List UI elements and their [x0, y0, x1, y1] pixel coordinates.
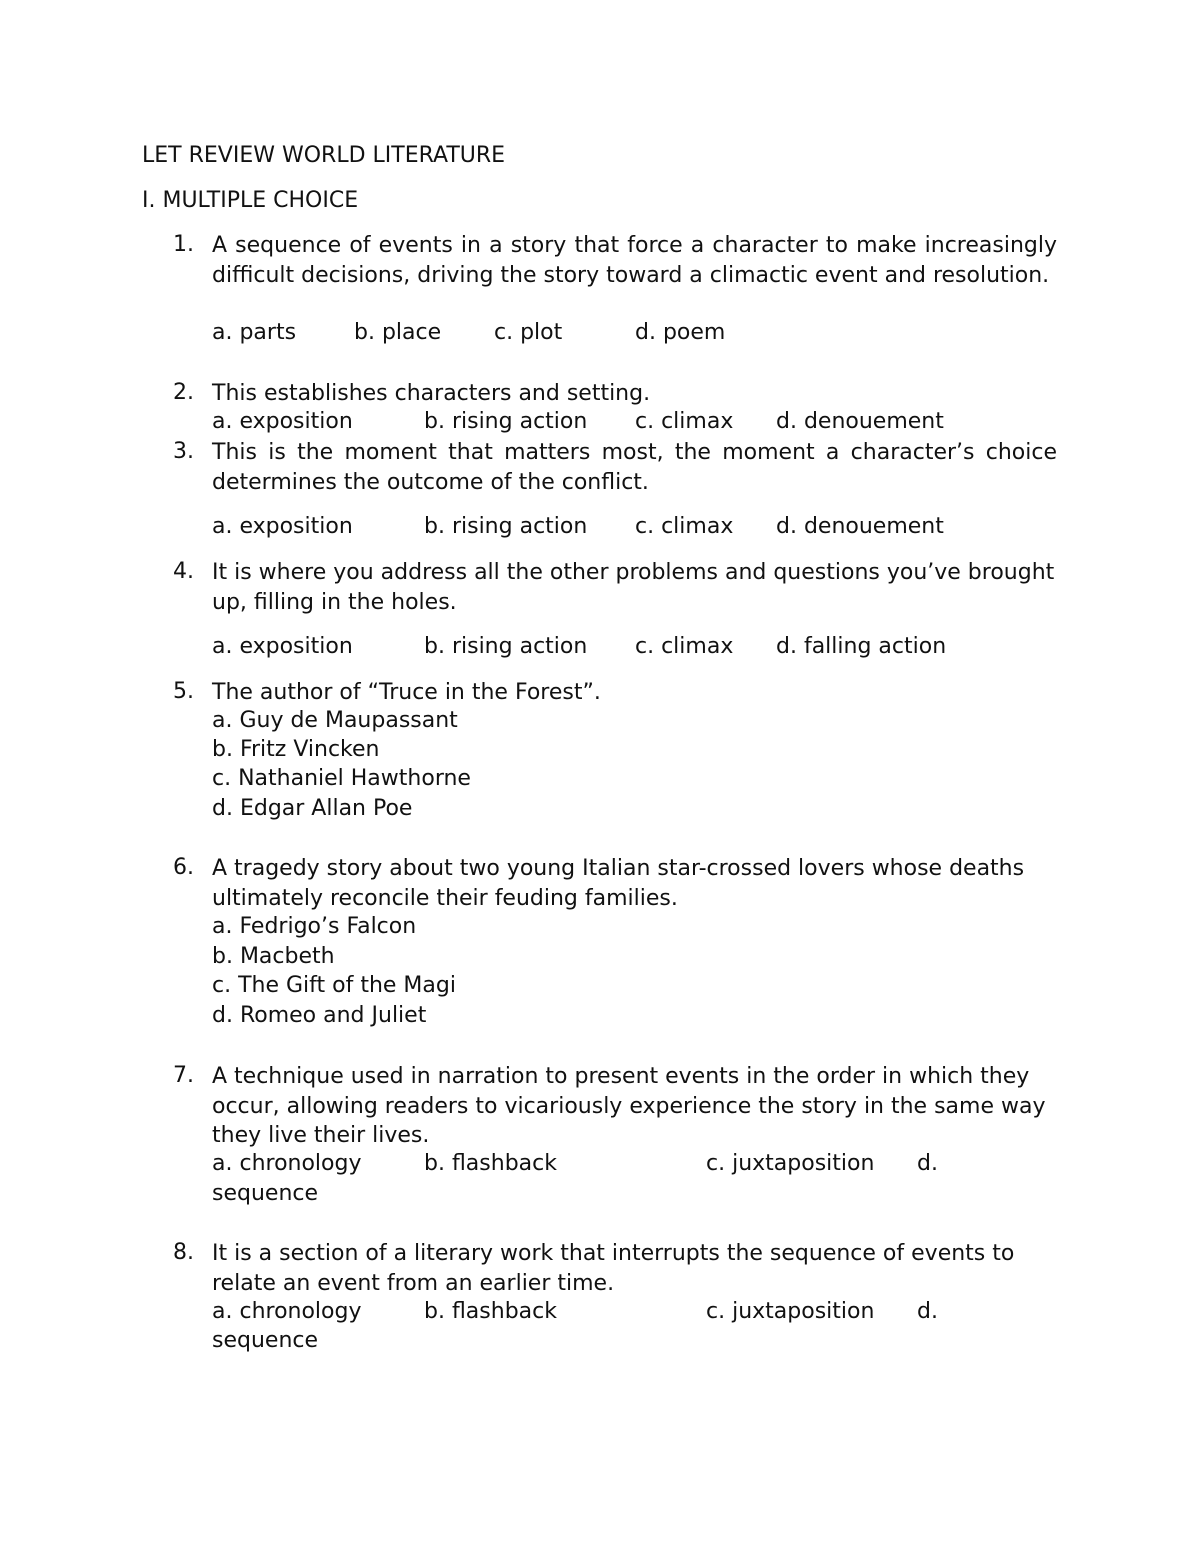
choice-a: a. exposition — [212, 409, 353, 434]
choice-d: d. — [917, 1151, 938, 1176]
choice-c: c. juxtaposition — [706, 1151, 875, 1176]
choice-b: b. rising action — [424, 409, 588, 434]
choice-c: c. plot — [494, 320, 563, 345]
choice-a: a. chronology — [212, 1299, 362, 1324]
choice-b: b. flashback — [424, 1151, 557, 1176]
choice-a: a. Guy de Maupassant — [212, 708, 458, 733]
question-stem: A sequence of events in a story that force a character to make increasingly difficult decisions, driving the story toward a climactic event and resolution. — [212, 233, 1057, 288]
question-stem: This establishes characters and setting. — [212, 381, 651, 406]
question-number: 4. — [173, 559, 194, 584]
document-title: LET REVIEW WORLD LITERATURE — [142, 143, 506, 168]
choice-d: d. Edgar Allan Poe — [212, 796, 413, 821]
choice-d: d. — [917, 1299, 938, 1324]
question-stem: The author of “Truce in the Forest”. — [212, 680, 601, 705]
question-stem: This is the moment that matters most, the moment a character’s choice determines the outcome of the conflict. — [212, 440, 1057, 495]
question-stem: It is where you address all the other problems and questions you’ve brought up, filling in the holes. — [212, 560, 1055, 615]
question-stem: It is a section of a literary work that interrupts the sequence of events to relate an event from an earlier time. — [212, 1241, 1015, 1296]
choice-d: d. poem — [635, 320, 726, 345]
choice-a: a. Fedrigo’s Falcon — [212, 914, 417, 939]
section-heading: I. MULTIPLE CHOICE — [142, 188, 359, 213]
choice-d: d. denouement — [776, 514, 944, 539]
choice-d-text: sequence — [212, 1328, 319, 1353]
choice-b: b. place — [354, 320, 442, 345]
choice-d: d. Romeo and Juliet — [212, 1003, 427, 1028]
choice-b: b. Macbeth — [212, 944, 335, 969]
question-number: 5. — [173, 679, 194, 704]
choice-b: b. rising action — [424, 634, 588, 659]
choice-d: d. falling action — [776, 634, 947, 659]
choice-c: c. climax — [635, 634, 734, 659]
question-stem: A technique used in narration to present events in the order in which they occur, allowing readers to vicariously experience the story in the same way they live their lives. — [212, 1064, 1046, 1148]
question-number: 3. — [173, 439, 194, 464]
question-number: 6. — [173, 855, 194, 880]
choice-a: a. parts — [212, 320, 297, 345]
question-number: 8. — [173, 1240, 194, 1265]
choice-b: b. rising action — [424, 514, 588, 539]
choice-d-text: sequence — [212, 1181, 319, 1206]
choice-c: c. climax — [635, 409, 734, 434]
question-stem: A tragedy story about two young Italian star-crossed lovers whose deaths ultimately reconcile their feuding families. — [212, 856, 1025, 911]
question-number: 2. — [173, 380, 194, 405]
choice-d: d. denouement — [776, 409, 944, 434]
choice-a: a. exposition — [212, 514, 353, 539]
choice-b: b. Fritz Vincken — [212, 737, 380, 762]
choice-c: c. juxtaposition — [706, 1299, 875, 1324]
choice-a: a. chronology — [212, 1151, 362, 1176]
choice-c: c. Nathaniel Hawthorne — [212, 766, 471, 791]
choice-c: c. climax — [635, 514, 734, 539]
choice-c: c. The Gift of the Magi — [212, 973, 456, 998]
question-number: 7. — [173, 1063, 194, 1088]
choice-b: b. flashback — [424, 1299, 557, 1324]
question-number: 1. — [173, 232, 194, 257]
choice-a: a. exposition — [212, 634, 353, 659]
